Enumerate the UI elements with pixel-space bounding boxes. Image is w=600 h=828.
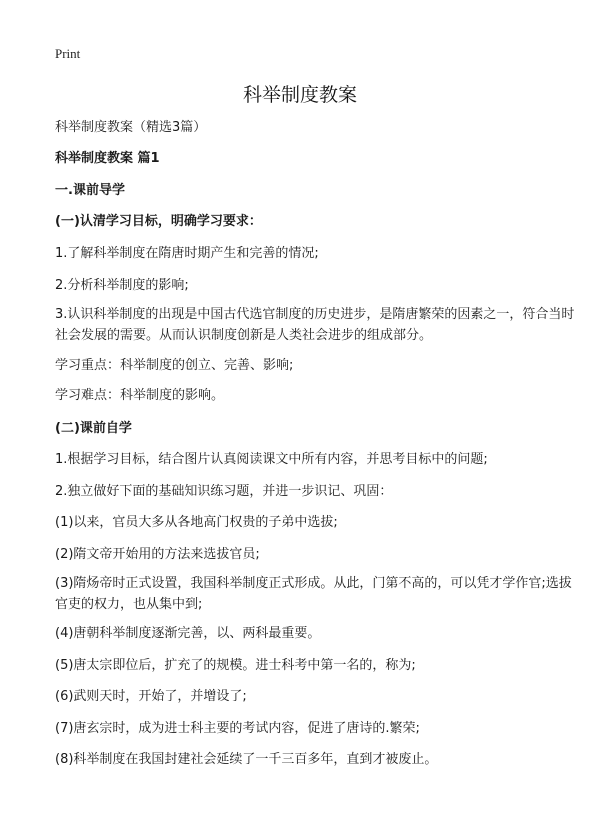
goal-item-1: 1.了解科举制度在隋唐时期产生和完善的情况; (55, 246, 319, 261)
step-item-2: 2.独立做好下面的基础知识练习题，并进一步识记、巩固： (55, 484, 393, 499)
question-item-6: (6)武则天时，开始了，并增设了; (55, 689, 247, 704)
question-item-5: (5)唐太宗即位后，扩充了的规模。进士科考中第一名的，称为; (55, 658, 416, 673)
sub2-heading: (二)课前自学 (55, 421, 132, 436)
document-title: 科举制度教案 (242, 84, 357, 106)
difficult-point: 学习难点：科举制度的影响。 (55, 388, 225, 403)
key-point: 学习重点：科举制度的创立、完善、影响; (55, 358, 294, 373)
sub1-heading: (一)认清学习目标，明确学习要求： (55, 214, 262, 229)
question-item-8: (8)科举制度在我国封建社会延续了一千三百多年，直到才被废止。 (55, 752, 438, 767)
goal-item-3: 3.认识科举制度的出现是中国古代选官制度的历史进步，是隋唐繁荣的因素之一，符合当时社会发展的需要。从而认识制度创新是人类社会进步的组成部分。 (55, 307, 575, 343)
document-subtitle: 科举制度教案（精选3篇） (55, 120, 207, 135)
part1-heading: 一.课前导学 (55, 183, 125, 198)
goal-item-2: 2.分析科举制度的影响; (55, 278, 189, 293)
question-item-3: (3)隋炀帝时正式设置，我国科举制度正式形成。从此，门第不高的，可以凭才学作官;选拔官吏的权力，也从集中到; (55, 576, 572, 612)
question-item-1: (1)以来，官员大多从各地高门权贵的子弟中选拔; (55, 515, 338, 530)
step-item-1: 1.根据学习目标，结合图片认真阅读课文中所有内容，并思考目标中的问题; (55, 452, 488, 467)
question-item-7: (7)唐玄宗时，成为进士科主要的考试内容，促进了唐诗的.繁荣; (55, 721, 420, 736)
question-item-4: (4)唐朝科举制度逐渐完善，以、两科最重要。 (55, 626, 321, 641)
section-heading: 科举制度教案 篇1 (55, 151, 160, 166)
question-item-2: (2)隋文帝开始用的方法来选拔官员; (55, 547, 260, 562)
print-link[interactable]: Print (55, 46, 81, 61)
